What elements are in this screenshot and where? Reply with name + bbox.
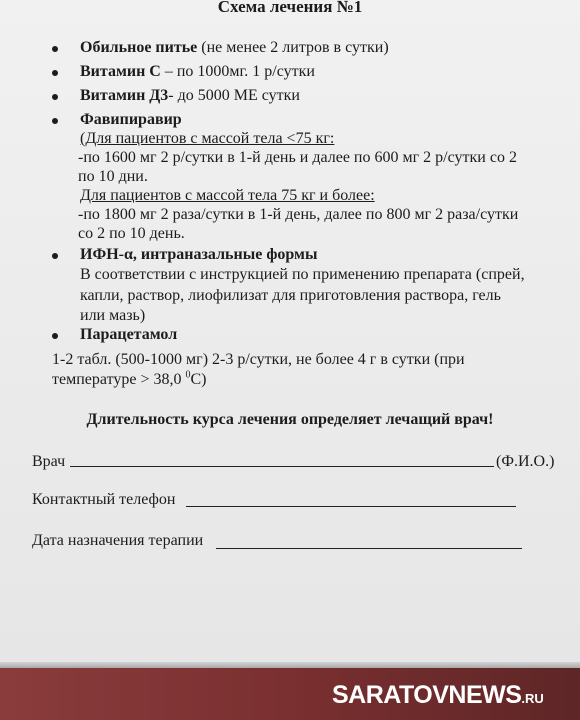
item-text-line bbox=[52, 370, 206, 390]
item-text-line: капли, раствор, лиофилизат для приготовления раствора, гель bbox=[80, 287, 501, 304]
temperature-unit: С) bbox=[190, 371, 207, 388]
dosage-line: по 10 дни. bbox=[78, 168, 148, 185]
item-text-line: 1-2 табл. (500-1000 мг) 2-3 р/сутки, не более 4 г в сутки (при bbox=[52, 351, 465, 368]
bullet-icon bbox=[52, 94, 58, 100]
phone-line[interactable] bbox=[186, 506, 516, 507]
item-heading: Витамин С bbox=[80, 63, 161, 80]
doctor-name-hint: (Ф.И.О.) bbox=[496, 453, 555, 470]
item-text-line: или мазь) bbox=[80, 307, 146, 324]
dosage-line: -по 1600 мг 2 р/сутки в 1-й день и далее по 600 мг 2 р/сутки со 2 bbox=[78, 149, 517, 166]
dosage-line: -по 1800 мг 2 раза/сутки в 1-й день, далее по 800 мг 2 раза/сутки bbox=[78, 206, 519, 223]
date-label: Дата назначения терапии bbox=[32, 532, 204, 549]
item-heading: Парацетамол bbox=[80, 326, 178, 343]
degree-mark: 0 bbox=[185, 369, 191, 381]
item-text-line: В соответствии с инструкцией по применению препарата (спрей, bbox=[80, 266, 525, 283]
bullet-icon bbox=[52, 333, 58, 339]
logo-name: SARATOVNEWS bbox=[332, 681, 522, 709]
dosage-line: со 2 по 10 день. bbox=[78, 225, 185, 242]
temperature-text: температуре > 38,0 bbox=[52, 371, 186, 388]
item-text: (не менее 2 литров в сутки) bbox=[197, 39, 389, 56]
item-drinking bbox=[80, 38, 389, 58]
group-title: Для пациентов с массой тела 75 кг и более: bbox=[80, 187, 375, 204]
item-heading: Фавипиравир bbox=[80, 111, 182, 128]
logo-suffix: .RU bbox=[521, 691, 544, 706]
bullet-icon bbox=[52, 70, 58, 76]
bullet-icon bbox=[52, 46, 58, 52]
phone-label: Контактный телефон bbox=[32, 491, 176, 508]
group-title: (Для пациентов с массой тела <75 кг: bbox=[80, 130, 335, 147]
item-text: – по 1000мг. 1 р/сутки bbox=[160, 63, 315, 80]
document-title: Схема лечения №1 bbox=[217, 0, 363, 16]
doctor-label: Врач bbox=[32, 453, 66, 470]
item-heading: Обильное питье bbox=[80, 39, 198, 56]
bullet-icon bbox=[52, 118, 58, 124]
item-vitamin-c bbox=[80, 62, 315, 82]
item-heading: ИФН-α, интраназальные формы bbox=[80, 246, 318, 263]
saratovnews-logo bbox=[332, 680, 544, 714]
date-line[interactable] bbox=[216, 548, 522, 549]
item-heading: Витамин Д3 bbox=[80, 87, 169, 104]
bullet-icon bbox=[52, 253, 58, 259]
doctor-signature-line[interactable] bbox=[70, 466, 494, 467]
course-note: Длительность курса лечения определяет лечащий врач! bbox=[86, 411, 494, 428]
item-text: - до 5000 МЕ сутки bbox=[168, 87, 300, 104]
item-vitamin-d3 bbox=[80, 86, 300, 106]
